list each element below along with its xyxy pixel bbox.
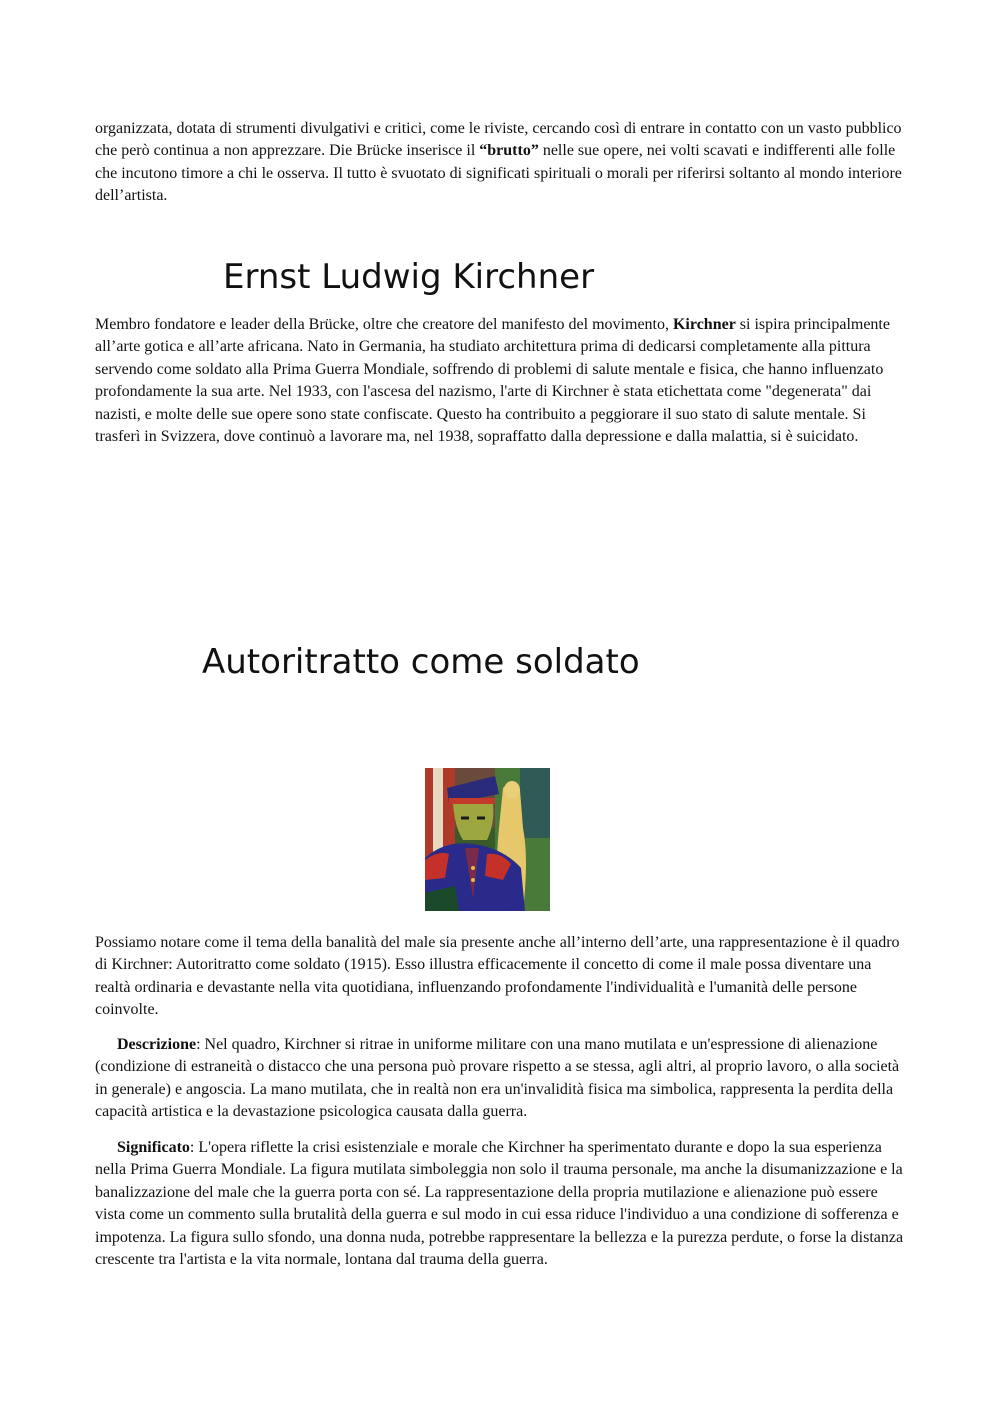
description-text: : Nel quadro, Kirchner si ritrae in uniforme militare con una mano mutilata e un'espressione di alienazione (condizione di estraneità o distacco che una persona può provare rispetto a se stessa, agli altri, al proprio lavoro, o alla società in generale) e angoscia. La mano mutilata, che in realtà non era un'invalidità fisica ma simbolica, rappresenta la perdita della capacità artistica e la devastazione psicologica causata dalla guerra. xyxy=(95,1036,900,1121)
painting-image xyxy=(425,768,550,911)
description-label: Descrizione xyxy=(117,1036,197,1053)
analysis-intro-paragraph: Possiamo notare come il tema della banalità del male sia presente anche all’interno dell’arte, una rappresentazione è il quadro di Kirchner: Autoritratto come soldato (1915). Esso illustra efficacemente il concetto di come il male possa diventare una realtà ordinaria e devastante nella vita quotidiana, influenzando profondamente l'individualità e l'umanità delle persone coinvolte. xyxy=(95,934,900,1019)
biography-bold-name: Kirchner xyxy=(672,316,736,333)
meaning-label: Significato xyxy=(117,1139,190,1156)
section-heading-autoritratto: Autoritratto come soldato xyxy=(202,642,640,682)
meaning-paragraph xyxy=(95,1137,905,1271)
biography-paragraph xyxy=(95,314,905,448)
biography-text-2: si ispira principalmente all’arte gotica e all’arte africana. Nato in Germania, ha studiato architettura prima di dedicarsi completamente alla pittura servendo come soldato alla Prima Guerra Mondiale, soffrendo di problemi di salute mentale e fisica, che hanno influenzato profondamente la sua arte. Nel 1933, con l'ascesa del nazismo, l'arte di Kirchner è stata etichettata come "degenerata" dai nazisti, e molte delle sue opere sono state confiscate. Questo ha contribuito a peggiorare il suo stato di salute mentale. Si trasferì in Svizzera, dove continuò a lavorare ma, nel 1938, sopraffatto dalla depressione e dalla malattia, si è suicidato. xyxy=(95,316,890,446)
description-paragraph xyxy=(95,1034,905,1124)
intro-bold-term: “brutto” xyxy=(479,142,539,160)
intro-paragraph xyxy=(95,118,905,208)
intro-text-2: nelle sue opere, nei volti scavati e indifferenti alle folle che incutono timore a chi le osserva. Il tutto è svuotato di significati spirituali o morali per riferirsi soltanto al mondo interiore dell’artista. xyxy=(95,142,902,205)
meaning-text: : L'opera riflette la crisi esistenziale e morale che Kirchner ha sperimentato durante e dopo la sua esperienza nella Prima Guerra Mondiale. La figura mutilata simboleggia non solo il trauma personale, ma anche la disumanizzazione e la banalizzazione del male che la guerra porta con sé. La rappresentazione della propria mutilazione e alienazione può essere vista come un commento sulla brutalità della guerra e sul modo in cui essa riduce l'individuo a una condizione di sofferenza e impotenza. La figura sullo sfondo, una donna nuda, potrebbe rappresentare la bellezza e la purezza perdute, o forse la distanza crescente tra l'artista e la vita normale, lontana dal trauma della guerra. xyxy=(95,1139,904,1269)
biography-text-1: Membro fondatore e leader della Brücke, oltre che creatore del manifesto del movimento, xyxy=(95,316,673,333)
section-heading-kirchner: Ernst Ludwig Kirchner xyxy=(223,257,595,297)
intro-text-1: organizzata, dotata di strumenti divulgativi e critici, come le riviste, cercando così di entrare in contatto con un vasto pubblico che però continua a non apprezzare. Die Brücke inserisce il xyxy=(95,120,902,160)
